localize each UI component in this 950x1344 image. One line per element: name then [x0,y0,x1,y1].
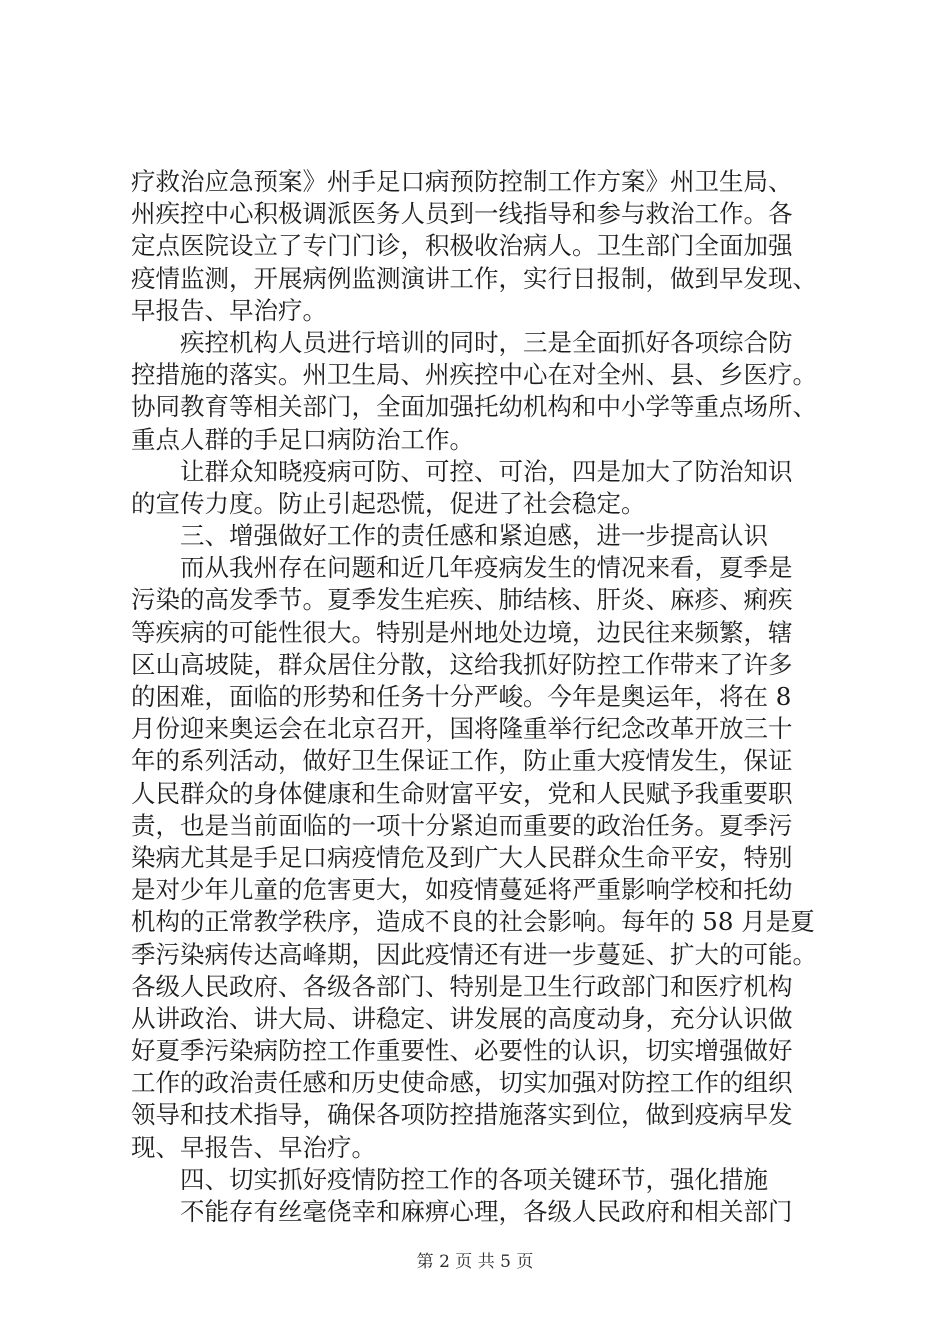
text-line: 责，也是当前面临的一项十分紧迫而重要的政治任务。夏季污 [131,810,793,840]
text-line: 不能存有丝毫侥幸和麻痹心理，各级人民政府和相关部门 [180,1197,793,1226]
text-line: 机构的正常教学秩序，造成不良的社会影响。每年的 58 月是夏 [131,907,815,937]
text-line: 让群众知晓疫病可防、可控、可治，四是加大了防治知识 [180,456,793,486]
text-line: 好夏季污染病防控工作重要性、必要性的认识，切实增强做好 [131,1036,793,1066]
text-line: 季污染病传达高峰期，因此疫情还有进一步蔓延、扩大的可能。 [131,939,817,969]
text-line: 区山高坡陡，群众居住分散，这给我抓好防控工作带来了许多 [131,649,793,679]
text-line: 疗救治应急预案》州手足口病预防控制工作方案》州卫生局、 [131,167,793,196]
text-line: 而从我州存在问题和近几年疫病发生的情况来看，夏季是 [180,553,793,583]
document-body [131,166,841,1228]
text-line: 疾控机构人员进行培训的同时，三是全面抓好各项综合防 [180,327,793,357]
text-line: 污染的高发季节。夏季发生疟疾、肺结核、肝炎、麻疹、痢疾 [131,585,793,615]
text-line: 从讲政治、讲大局、讲稳定、讲发展的高度动身，充分认识做 [131,1003,793,1033]
text-line: 是对少年儿童的危害更大，如疫情蔓延将严重影响学校和托幼 [131,875,793,905]
text-line: 月份迎来奥运会在北京召开，国将隆重举行纪念改革开放三十 [131,714,793,744]
text-line: 领导和技术指导，确保各项防控措施落实到位，做到疫病早发 [131,1100,793,1130]
text-line: 协同教育等相关部门，全面加强托幼机构和中小学等重点场所、 [131,392,817,422]
text-line: 定点医院设立了专门门诊，积极收治病人。卫生部门全面加强 [131,231,793,261]
text-line: 等疾病的可能性很大。特别是州地处边境，边民往来频繁，辖 [131,617,793,647]
text-line: 三、增强做好工作的责任感和紧迫感，进一步提高认识 [180,521,768,551]
text-line: 各级人民政府、各级各部门、特别是卫生行政部门和医疗机构 [131,971,793,1001]
text-line: 人民群众的身体健康和生命财富平安，党和人民赋予我重要职 [131,778,793,808]
text-line: 控措施的落实。州卫生局、州疾控中心在对全州、县、乡医疗。 [131,360,817,390]
text-line: 疫情监测，开展病例监测演讲工作，实行日报制，做到早发现、 [131,263,817,293]
text-line: 早报告、早治疗。 [131,295,327,325]
text-line: 的宣传力度。防止引起恐慌，促进了社会稳定。 [131,488,646,518]
text-line: 工作的政治责任感和历史使命感，切实加强对防控工作的组织 [131,1068,793,1098]
text-line: 州疾控中心积极调派医务人员到一线指导和参与救治工作。各 [131,199,793,229]
text-line: 现、早报告、早治疗。 [131,1132,376,1162]
text-line: 四、切实抓好疫情防控工作的各项关键环节，强化措施 [180,1164,768,1194]
text-line: 染病尤其是手足口病疫情危及到广大人民群众生命平安，特别 [131,842,793,872]
text-line: 重点人群的手足口病防治工作。 [131,424,474,454]
page-footer: 第 2 页 共 5 页 [416,1252,534,1272]
text-line: 年的系列活动，做好卫生保证工作，防止重大疫情发生，保证 [131,746,793,776]
text-line: 的困难，面临的形势和任务十分严峻。今年是奥运年，将在 8 [131,682,792,711]
